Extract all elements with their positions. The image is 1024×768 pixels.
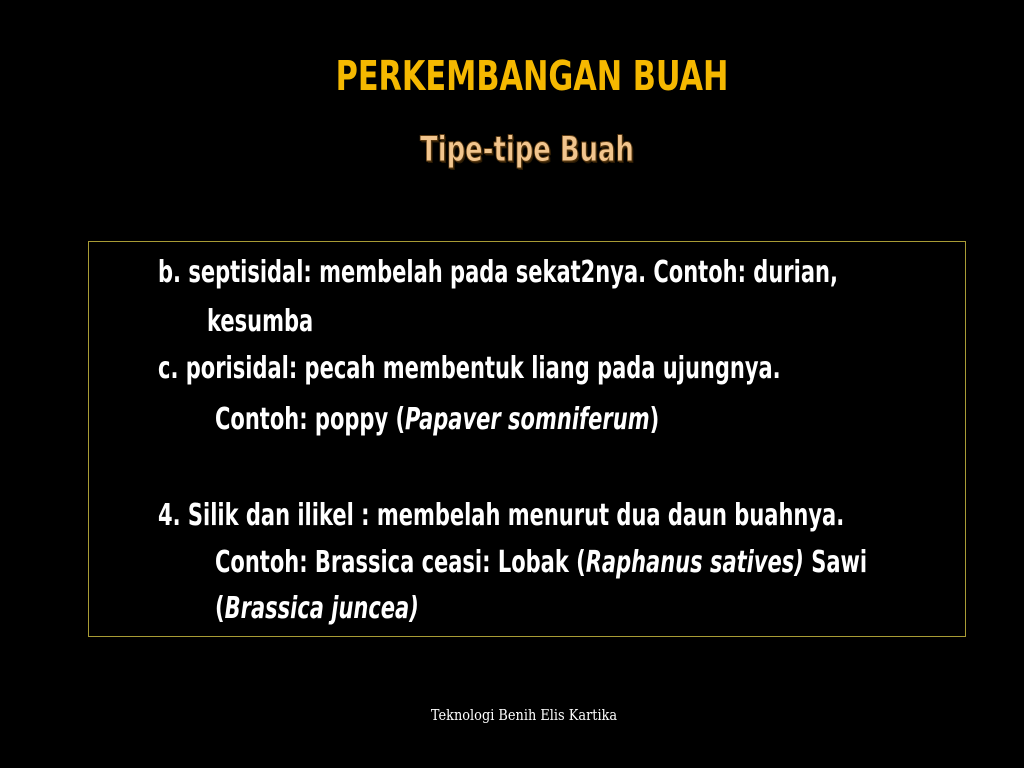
example-suffix: )	[649, 402, 660, 437]
content-line-c	[158, 351, 781, 387]
content-line-b-cont-text: kesumba	[207, 304, 314, 339]
content-line-c-example	[215, 402, 659, 438]
example-prefix: Contoh: poppy (	[215, 402, 406, 437]
slide-title: PERKEMBANGAN BUAH	[335, 52, 729, 100]
species-name: Brassica juncea)	[224, 591, 419, 626]
species-name: Raphanus satives)	[585, 545, 804, 580]
content-line-4	[158, 498, 844, 534]
species-name: Papaver somniferum	[405, 402, 650, 437]
content-line-b	[158, 255, 838, 291]
content-line-4-text: 4. Silik dan ilikel : membelah menurut dua daun buahnya.	[158, 498, 845, 533]
content-line-4-example	[215, 545, 867, 581]
slide-subtitle: Tipe-tipe Buah	[420, 130, 634, 170]
slide-footer: Teknologi Benih Elis Kartika	[430, 706, 618, 724]
example-prefix: Contoh: Brassica ceasi: Lobak (	[215, 545, 586, 580]
example-suffix: Sawi	[803, 545, 868, 580]
example-prefix: (	[215, 591, 225, 626]
content-line-b-cont	[207, 304, 313, 340]
content-line-4-example-cont	[215, 591, 419, 627]
content-line-c-text: c. porisidal: pecah membentuk liang pada ujungnya.	[158, 351, 781, 386]
content-line-b-text: b. septisidal: membelah pada sekat2nya. Contoh: durian,	[158, 255, 838, 290]
